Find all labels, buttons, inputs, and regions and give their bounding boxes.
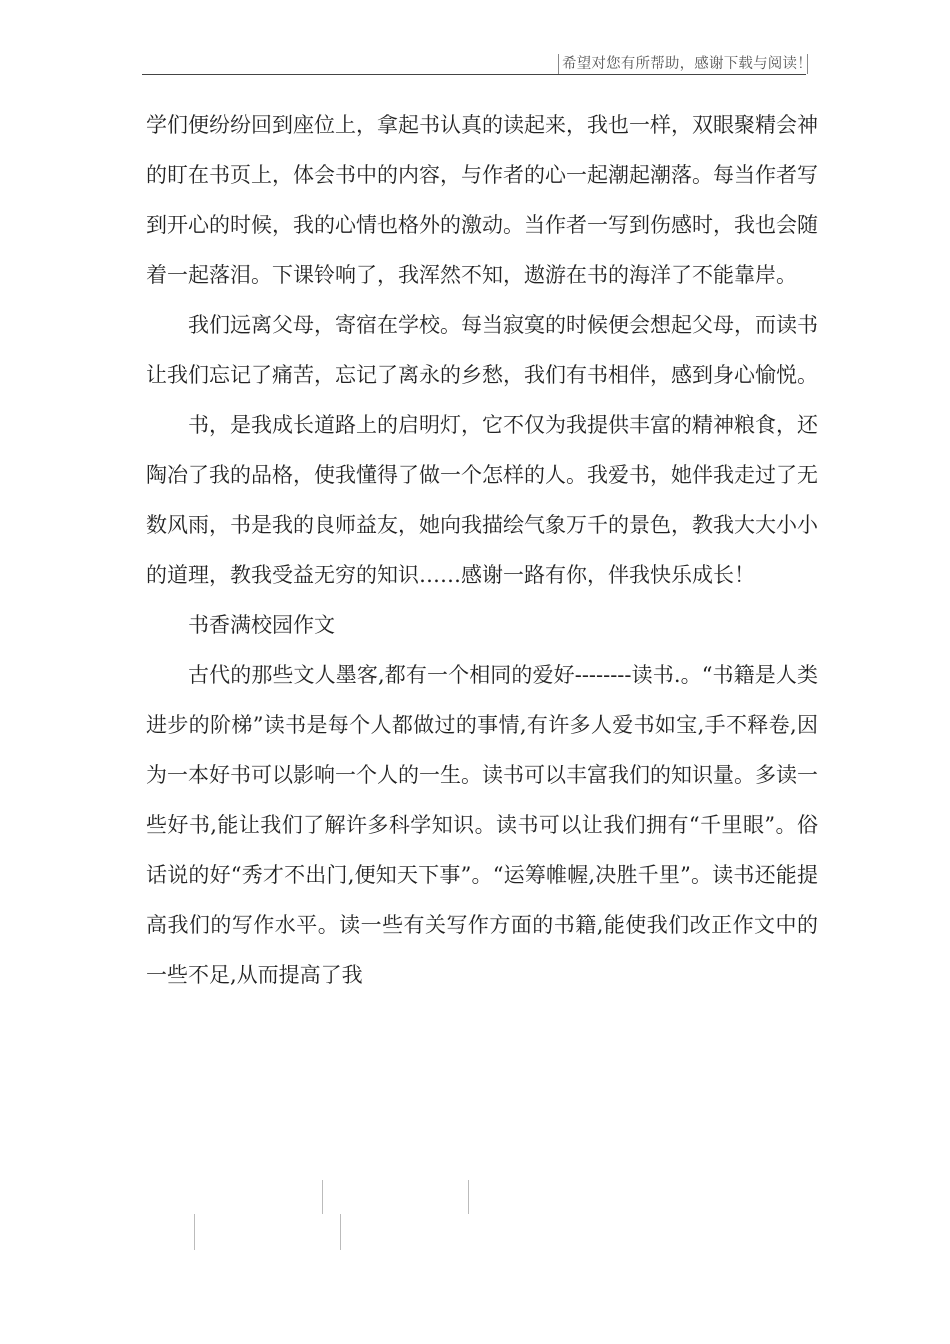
header-rule	[142, 74, 806, 75]
footer-line-2	[468, 1180, 469, 1214]
paragraph-growth: 书，是我成长道路上的启明灯，它不仅为我提供丰富的精神粮食，还陶冶了我的品格，使我懂得了做一个怎样的人。我爱书，她伴我走过了无数风雨，书是我的良师益友，她向我描绘气象万千的景色，教我大大小小的道理，教我受益无穷的知识……感谢一路有你，伴我快乐成长！	[146, 413, 818, 587]
page-body	[146, 100, 818, 1000]
paragraph-continued: 学们便纷纷回到座位上，拿起书认真的读起来，我也一样，双眼聚精会神的盯在书页上，体会书中的内容，与作者的心一起潮起潮落。每当作者写到开心的时候，我的心情也格外的激动。当作者一写到伤感时，我也会随着一起落泪。下课铃响了，我浑然不知，遨游在书的海洋了不能靠岸。	[146, 113, 818, 287]
paragraph-ancient-scholars: 古代的那些文人墨客,都有一个相同的爱好--------读书.。“书籍是人类进步的阶梯”读书是每个人都做过的事情,有许多人爱书如宝,手不释卷,因为一本好书可以影响一个人的一生。读书可以丰富我们的知识量。多读一些好书,能让我们了解许多科学知识。读书可以让我们拥有“千里眼”。俗话说的好“秀才不出门,便知天下事”。“运筹帷幄,决胜千里”。读书还能提高我们的写作水平。读一些有关写作方面的书籍,能使我们改正作文中的一些不足,从而提高了我	[146, 663, 818, 987]
essay-title: 书香满校园作文	[188, 613, 335, 637]
paragraph-boarding: 我们远离父母，寄宿在学校。每当寂寞的时候便会想起父母，而读书让我们忘记了痛苦，忘记了离永的乡愁，我们有书相伴，感到身心愉悦。	[146, 313, 818, 387]
footer-line-4	[340, 1214, 341, 1250]
header-text: 希望对您有所帮助，感谢下载与阅读！	[562, 56, 812, 72]
footer-line-1	[322, 1180, 323, 1214]
footer-line-3	[194, 1214, 195, 1250]
